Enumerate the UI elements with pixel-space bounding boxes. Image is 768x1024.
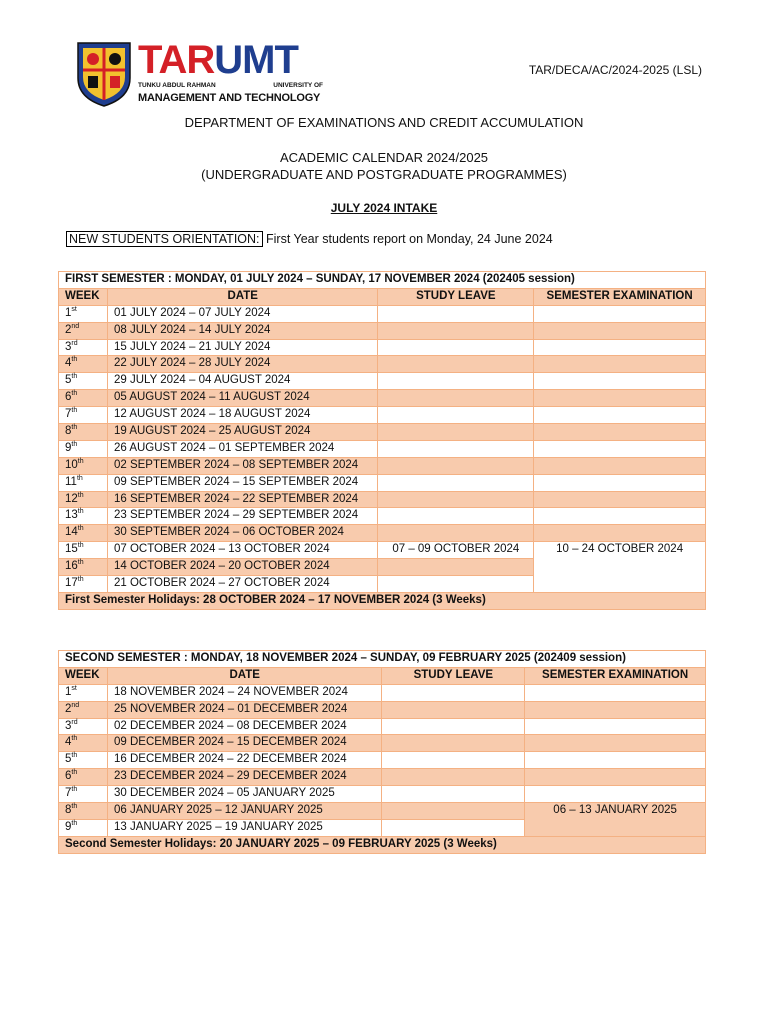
- week-number: 13: [65, 509, 78, 522]
- week-number: 3: [65, 340, 72, 353]
- table-row: 7th 12 AUGUST 2024 – 18 AUGUST 2024: [59, 407, 706, 424]
- university-crest-logo: [75, 40, 133, 108]
- week-number: 3: [65, 719, 72, 732]
- week-number: 7: [65, 787, 72, 800]
- week-number: 2: [65, 702, 72, 715]
- week-date: 02 SEPTEMBER 2024 – 08 SEPTEMBER 2024: [107, 457, 377, 474]
- logo-line1-left: TUNKU ABDUL RAHMAN: [138, 82, 216, 89]
- table-row: 1st 01 JULY 2024 – 07 JULY 2024: [59, 305, 706, 322]
- semester-holiday: First Semester Holidays: 28 OCTOBER 2024 – 17 NOVEMBER 2024 (3 Weeks): [59, 592, 706, 609]
- table-row: 17th 21 OCTOBER 2024 – 27 OCTOBER 2024: [59, 576, 706, 593]
- week-number: 14: [65, 526, 78, 539]
- week-number: 11: [65, 475, 77, 488]
- table-row: 6th 23 DECEMBER 2024 – 29 DECEMBER 2024: [59, 769, 706, 786]
- week-number: 12: [65, 492, 78, 505]
- table-row: 1st 18 NOVEMBER 2024 – 24 NOVEMBER 2024: [59, 684, 706, 701]
- week-number: 17: [65, 577, 78, 590]
- week-number: 1: [65, 306, 72, 319]
- table-row: 2nd 08 JULY 2024 – 14 JULY 2024: [59, 322, 706, 339]
- week-number: 8: [65, 804, 72, 817]
- week-number: 16: [65, 560, 78, 573]
- week-date: 01 JULY 2024 – 07 JULY 2024: [107, 305, 377, 322]
- week-number: 4: [65, 736, 72, 749]
- table-row: 2nd 25 NOVEMBER 2024 – 01 DECEMBER 2024: [59, 701, 706, 718]
- column-header-week: WEEK: [59, 667, 108, 684]
- column-header-week: WEEK: [59, 288, 108, 305]
- week-date: 05 AUGUST 2024 – 11 AUGUST 2024: [107, 390, 377, 407]
- week-number: 6: [65, 391, 72, 404]
- week-number: 9: [65, 441, 72, 454]
- table-row: 8th 06 JANUARY 2025 – 12 JANUARY 2025 06 – 13 JANUARY 2025: [59, 803, 706, 820]
- logo-line2: MANAGEMENT AND TECHNOLOGY: [138, 92, 321, 104]
- column-header-study-leave: STUDY LEAVE: [382, 667, 525, 684]
- second-semester-table: [58, 650, 706, 854]
- logo-line1-right: UNIVERSITY OF: [273, 82, 323, 89]
- table-row: 14th 30 SEPTEMBER 2024 – 06 OCTOBER 2024: [59, 525, 706, 542]
- week-date: 30 DECEMBER 2024 – 05 JANUARY 2025: [107, 786, 381, 803]
- week-date: 26 AUGUST 2024 – 01 SEPTEMBER 2024: [107, 440, 377, 457]
- document-reference: TAR/DECA/AC/2024-2025 (LSL): [528, 63, 702, 77]
- orientation-note: [66, 232, 553, 246]
- column-header-date: DATE: [107, 667, 381, 684]
- first-semester-table: [58, 271, 706, 610]
- week-date: 18 NOVEMBER 2024 – 24 NOVEMBER 2024: [107, 684, 381, 701]
- table-row: 5th 16 DECEMBER 2024 – 22 DECEMBER 2024: [59, 752, 706, 769]
- study-leave-cell: [382, 819, 525, 836]
- department-title: DEPARTMENT OF EXAMINATIONS AND CREDIT ACCUMULATION: [184, 115, 584, 130]
- table-row: 3rd 02 DECEMBER 2024 – 08 DECEMBER 2024: [59, 718, 706, 735]
- week-date: 19 AUGUST 2024 – 25 AUGUST 2024: [107, 424, 377, 441]
- table-row: 4th 09 DECEMBER 2024 – 15 DECEMBER 2024: [59, 735, 706, 752]
- semester-exam-cell: 10 – 24 OCTOBER 2024: [534, 542, 706, 593]
- week-date: 09 DECEMBER 2024 – 15 DECEMBER 2024: [107, 735, 381, 752]
- week-number: 7: [65, 408, 72, 421]
- week-date: 08 JULY 2024 – 14 JULY 2024: [107, 322, 377, 339]
- week-date: 22 JULY 2024 – 28 JULY 2024: [107, 356, 377, 373]
- table-row: 15th 07 OCTOBER 2024 – 13 OCTOBER 2024 07 – 09 OCTOBER 2024 10 – 24 OCTOBER 2024: [59, 542, 706, 559]
- column-header-study-leave: STUDY LEAVE: [378, 288, 534, 305]
- calendar-title: ACADEMIC CALENDAR 2024/2025: [279, 150, 489, 165]
- week-number: 6: [65, 770, 72, 783]
- week-date: 07 OCTOBER 2024 – 13 OCTOBER 2024: [107, 542, 377, 559]
- logo-name: TARUMT: [138, 38, 298, 82]
- table-row: 7th 30 DECEMBER 2024 – 05 JANUARY 2025: [59, 786, 706, 803]
- table-row: 3rd 15 JULY 2024 – 21 JULY 2024: [59, 339, 706, 356]
- week-date: 25 NOVEMBER 2024 – 01 DECEMBER 2024: [107, 701, 381, 718]
- table-row: 6th 05 AUGUST 2024 – 11 AUGUST 2024: [59, 390, 706, 407]
- week-date: 09 SEPTEMBER 2024 – 15 SEPTEMBER 2024: [107, 474, 377, 491]
- column-header-date: DATE: [107, 288, 377, 305]
- week-date: 21 OCTOBER 2024 – 27 OCTOBER 2024: [107, 576, 377, 593]
- week-date: 16 DECEMBER 2024 – 22 DECEMBER 2024: [107, 752, 381, 769]
- week-date: 06 JANUARY 2025 – 12 JANUARY 2025: [107, 803, 381, 820]
- week-date: 23 DECEMBER 2024 – 29 DECEMBER 2024: [107, 769, 381, 786]
- table-row: 5th 29 JULY 2024 – 04 AUGUST 2024: [59, 373, 706, 390]
- week-number: 9: [65, 820, 72, 833]
- column-header-semester-examination: SEMESTER EXAMINATION: [534, 288, 706, 305]
- column-header-semester-examination: SEMESTER EXAMINATION: [525, 667, 706, 684]
- table-row: 4th 22 JULY 2024 – 28 JULY 2024: [59, 356, 706, 373]
- calendar-subtitle: (UNDERGRADUATE AND POSTGRADUATE PROGRAMMES): [201, 167, 567, 182]
- week-date: 14 OCTOBER 2024 – 20 OCTOBER 2024: [107, 559, 377, 576]
- table-row: 13th 23 SEPTEMBER 2024 – 29 SEPTEMBER 2024: [59, 508, 706, 525]
- week-date: 23 SEPTEMBER 2024 – 29 SEPTEMBER 2024: [107, 508, 377, 525]
- table-row: 9th 26 AUGUST 2024 – 01 SEPTEMBER 2024: [59, 440, 706, 457]
- week-number: 5: [65, 374, 72, 387]
- tarumt-wordmark: [138, 40, 328, 108]
- semester-holiday: Second Semester Holidays: 20 JANUARY 2025 – 09 FEBRUARY 2025 (3 Weeks): [59, 836, 706, 853]
- semester-exam-cell: 06 – 13 JANUARY 2025: [525, 803, 706, 837]
- intake-heading: JULY 2024 INTAKE: [330, 201, 438, 215]
- week-number: 4: [65, 357, 72, 370]
- study-leave-cell: 07 – 09 OCTOBER 2024: [378, 542, 534, 559]
- table-row: 16th 14 OCTOBER 2024 – 20 OCTOBER 2024: [59, 559, 706, 576]
- table-row: 8th 19 AUGUST 2024 – 25 AUGUST 2024: [59, 424, 706, 441]
- table-row: 9th 13 JANUARY 2025 – 19 JANUARY 2025: [59, 819, 706, 836]
- week-date: 02 DECEMBER 2024 – 08 DECEMBER 2024: [107, 718, 381, 735]
- week-number: 15: [65, 543, 78, 556]
- week-date: 12 AUGUST 2024 – 18 AUGUST 2024: [107, 407, 377, 424]
- week-number: 5: [65, 753, 72, 766]
- week-number: 2: [65, 323, 72, 336]
- table-row: 10th 02 SEPTEMBER 2024 – 08 SEPTEMBER 2024: [59, 457, 706, 474]
- semester-heading: SECOND SEMESTER : MONDAY, 18 NOVEMBER 2024 – SUNDAY, 09 FEBRUARY 2025 (202409 session): [59, 651, 706, 668]
- week-number: 10: [65, 458, 78, 471]
- week-number: 1: [65, 685, 72, 698]
- table-row: 12th 16 SEPTEMBER 2024 – 22 SEPTEMBER 2024: [59, 491, 706, 508]
- week-number: 8: [65, 425, 72, 438]
- orientation-label: NEW STUDENTS ORIENTATION:: [66, 231, 263, 247]
- week-date: 30 SEPTEMBER 2024 – 06 OCTOBER 2024: [107, 525, 377, 542]
- semester-heading: FIRST SEMESTER : MONDAY, 01 JULY 2024 – SUNDAY, 17 NOVEMBER 2024 (202405 session): [59, 272, 706, 289]
- table-row: 11th 09 SEPTEMBER 2024 – 15 SEPTEMBER 2024: [59, 474, 706, 491]
- orientation-text: First Year students report on Monday, 24 June 2024: [262, 232, 553, 246]
- week-date: 29 JULY 2024 – 04 AUGUST 2024: [107, 373, 377, 390]
- week-date: 13 JANUARY 2025 – 19 JANUARY 2025: [107, 819, 381, 836]
- week-date: 16 SEPTEMBER 2024 – 22 SEPTEMBER 2024: [107, 491, 377, 508]
- week-date: 15 JULY 2024 – 21 JULY 2024: [107, 339, 377, 356]
